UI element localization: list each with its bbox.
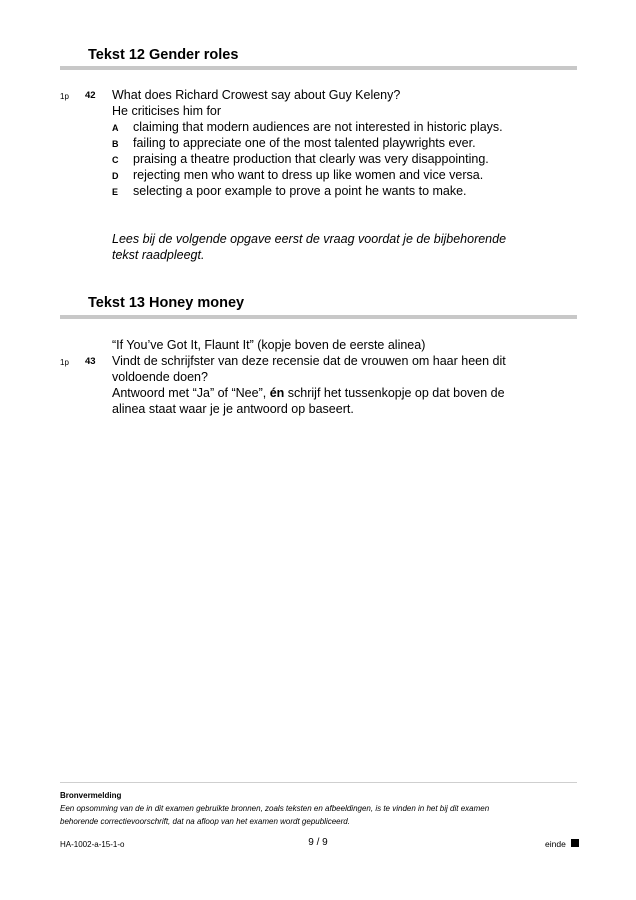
instruction-line-1: Lees bij de volgende opgave eerst de vraag voordat je de bijbehorende [112, 232, 507, 246]
answer-instruction-post: schrijf het tussenkopje op dat boven de [284, 386, 505, 400]
footer-title: Bronvermelding [60, 791, 122, 800]
option-text-e: selecting a poor example to prove a point he wants to make. [133, 184, 467, 198]
option-letter-b: B [112, 139, 119, 149]
answer-instruction-line-2: alinea staat waar je je antwoord op baseert. [112, 402, 354, 416]
question-lead-42: He criticises him for [112, 104, 222, 118]
option-letter-e: E [112, 187, 119, 197]
page-number: 9 / 9 [308, 837, 328, 848]
section-title-12: Tekst 12 Gender roles [88, 47, 239, 63]
question-text-43-line-2: voldoende doen? [112, 370, 208, 384]
answer-instruction-bold: én [269, 386, 285, 400]
option-letter-a: A [112, 123, 119, 133]
footer-text-line-1: Een opsomming van de in dit examen gebruikte bronnen, zoals teksten en afbeeldingen, is te vinden in het bij dit examen [60, 804, 490, 813]
option-text-a: claiming that modern audiences are not interested in historic plays. [133, 120, 503, 134]
footer-divider [60, 782, 577, 783]
section-divider-12 [60, 66, 577, 70]
question-text-43-line-1: Vindt de schrijfster van deze recensie dat de vrouwen om haar heen dit [112, 354, 506, 368]
option-text-c: praising a theatre production that clearly was very disappointing. [133, 152, 489, 166]
exam-code: HA-1002-a-15-1-o [60, 840, 125, 849]
answer-instruction-pre: Antwoord met “Ja” of “Nee”, [112, 386, 270, 400]
option-letter-c: C [112, 155, 119, 165]
quote-line-43: “If You’ve Got It, Flaunt It” (kopje boven de eerste alinea) [112, 338, 426, 352]
end-square-icon [571, 839, 579, 847]
section-divider-13 [60, 315, 577, 319]
question-points-42: 1p [60, 92, 69, 101]
question-number-42: 42 [85, 90, 96, 101]
option-text-d: rejecting men who want to dress up like women and vice versa. [133, 168, 484, 182]
end-label: einde [545, 839, 566, 849]
answer-instruction-line-1 [112, 386, 505, 400]
question-text-42: What does Richard Crowest say about Guy Keleny? [112, 88, 401, 102]
instruction-line-2: tekst raadpleegt. [112, 248, 205, 262]
question-number-43: 43 [85, 356, 96, 367]
footer-text-line-2: behorende correctievoorschrift, dat na afloop van het examen wordt gepubliceerd. [60, 817, 350, 826]
option-letter-d: D [112, 171, 119, 181]
question-points-43: 1p [60, 358, 69, 367]
option-text-b: failing to appreciate one of the most talented playwrights ever. [133, 136, 476, 150]
section-title-13: Tekst 13 Honey money [88, 295, 245, 311]
